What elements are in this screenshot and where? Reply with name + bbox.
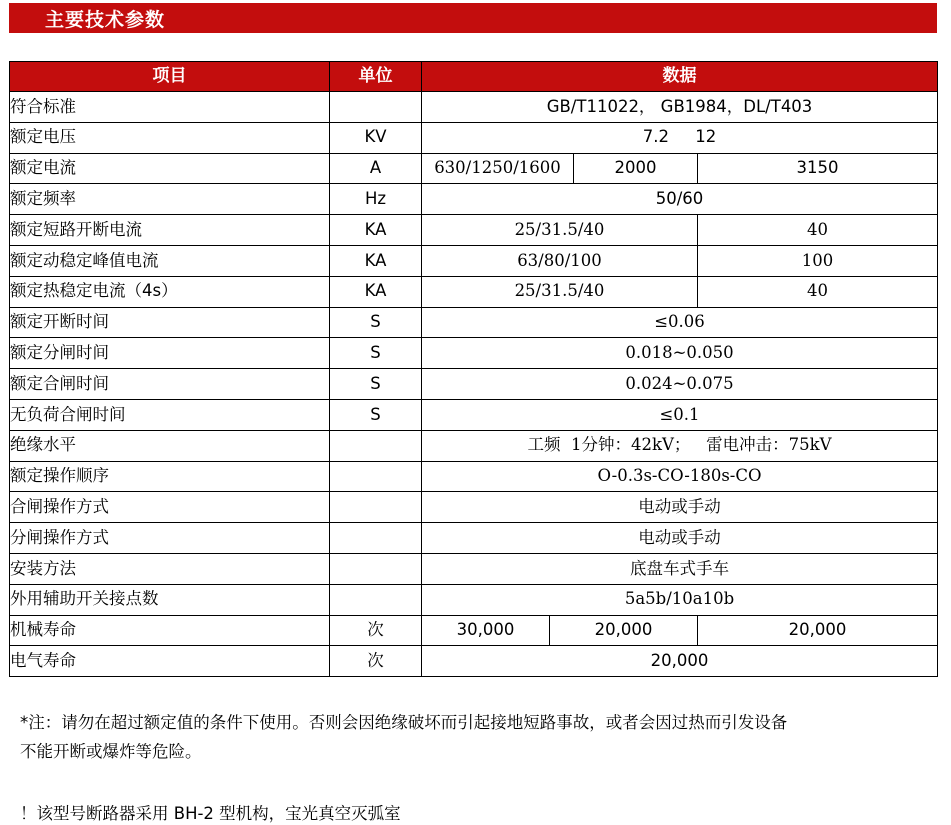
- row-value: 工频 1分钟：42kV； 雷电冲击：75kV: [422, 430, 938, 461]
- row-label: 绝缘水平: [10, 430, 330, 461]
- table-row: [10, 584, 938, 615]
- row-label: 额定热稳定电流（4s）: [10, 276, 330, 307]
- row-unit: KA: [330, 276, 422, 307]
- row-unit: 次: [330, 615, 422, 646]
- row-label: 安装方法: [10, 553, 330, 584]
- row-value: 20,000: [698, 615, 938, 646]
- row-label: 额定合闸时间: [10, 369, 330, 400]
- row-label: 无负荷合闸时间: [10, 399, 330, 430]
- spec-table: [9, 61, 938, 677]
- row-label: 额定电流: [10, 153, 330, 184]
- row-value: ≤0.1: [422, 399, 938, 430]
- row-value: 20,000: [550, 615, 698, 646]
- row-value: 63/80/100: [422, 245, 698, 276]
- table-row: [10, 245, 938, 276]
- row-value: 3150: [698, 153, 938, 184]
- table-row: [10, 553, 938, 584]
- header-data: 数据: [422, 62, 938, 92]
- table-row: [10, 276, 938, 307]
- row-label: 额定频率: [10, 184, 330, 215]
- row-label: 分闸操作方式: [10, 523, 330, 554]
- row-label: 额定开断时间: [10, 307, 330, 338]
- row-label: 机械寿命: [10, 615, 330, 646]
- row-unit: S: [330, 307, 422, 338]
- row-label: 额定动稳定峰值电流: [10, 245, 330, 276]
- row-label: 额定分闸时间: [10, 338, 330, 369]
- table-row: [10, 153, 938, 184]
- row-value: 50/60: [422, 184, 938, 215]
- table-row: [10, 307, 938, 338]
- row-value: 底盘车式手车: [422, 553, 938, 584]
- table-row: [10, 215, 938, 246]
- row-value: 5a5b/10a10b: [422, 584, 938, 615]
- row-unit: [330, 492, 422, 523]
- row-unit: A: [330, 153, 422, 184]
- table-row: [10, 461, 938, 492]
- row-value: 电动或手动: [422, 523, 938, 554]
- row-label: 额定短路开断电流: [10, 215, 330, 246]
- row-value: 40: [698, 276, 938, 307]
- header-unit: 单位: [330, 62, 422, 92]
- table-row: [10, 338, 938, 369]
- row-unit: S: [330, 399, 422, 430]
- row-value: 630/1250/1600: [422, 153, 574, 184]
- row-unit: [330, 430, 422, 461]
- table-row: [10, 369, 938, 400]
- row-unit: [330, 92, 422, 123]
- row-unit: S: [330, 369, 422, 400]
- row-unit: S: [330, 338, 422, 369]
- row-label: 外用辅助开关接点数: [10, 584, 330, 615]
- table-header-row: [10, 62, 938, 92]
- mechanism-note: ！该型号断路器采用 BH-2 型机构，宝光真空灭弧室: [20, 804, 401, 823]
- table-row: [10, 92, 938, 123]
- section-title: 主要技术参数: [45, 9, 166, 31]
- row-label: 合闸操作方式: [10, 492, 330, 523]
- table-row: [10, 122, 938, 153]
- row-value: 30,000: [422, 615, 550, 646]
- row-value: 0.018~0.050: [422, 338, 938, 369]
- header-item: 项目: [10, 62, 330, 92]
- row-value: 25/31.5/40: [422, 276, 698, 307]
- row-unit: [330, 553, 422, 584]
- table-row: [10, 646, 938, 677]
- row-value: ≤0.06: [422, 307, 938, 338]
- row-value: 25/31.5/40: [422, 215, 698, 246]
- row-unit: [330, 584, 422, 615]
- row-value: 0.024~0.075: [422, 369, 938, 400]
- row-value: GB/T11022， GB1984，DL/T403: [422, 92, 938, 123]
- row-value: 40: [698, 215, 938, 246]
- table-row: [10, 615, 938, 646]
- row-label: 额定电压: [10, 122, 330, 153]
- table-row: [10, 399, 938, 430]
- row-unit: [330, 523, 422, 554]
- row-value: 电动或手动: [422, 492, 938, 523]
- table-row: [10, 430, 938, 461]
- row-value: 2000: [574, 153, 698, 184]
- row-unit: KA: [330, 245, 422, 276]
- row-unit: 次: [330, 646, 422, 677]
- table-row: [10, 184, 938, 215]
- row-value: O-0.3s-CO-180s-CO: [422, 461, 938, 492]
- row-unit: KA: [330, 215, 422, 246]
- row-value: 20,000: [422, 646, 938, 677]
- row-unit: Hz: [330, 184, 422, 215]
- row-value: 7.2 12: [422, 122, 938, 153]
- row-label: 电气寿命: [10, 646, 330, 677]
- row-label: 额定操作顺序: [10, 461, 330, 492]
- row-value: 100: [698, 245, 938, 276]
- warning-note-line2: 不能开断或爆炸等危险。: [20, 742, 202, 761]
- row-unit: KV: [330, 122, 422, 153]
- warning-note-line1: *注：请勿在超过额定值的条件下使用。否则会因绝缘破坏而引起接地短路事故，或者会因过热而引发设备: [20, 713, 788, 732]
- table-row: [10, 492, 938, 523]
- section-title-bar: [9, 3, 937, 33]
- table-row: [10, 523, 938, 554]
- row-label: 符合标准: [10, 92, 330, 123]
- row-unit: [330, 461, 422, 492]
